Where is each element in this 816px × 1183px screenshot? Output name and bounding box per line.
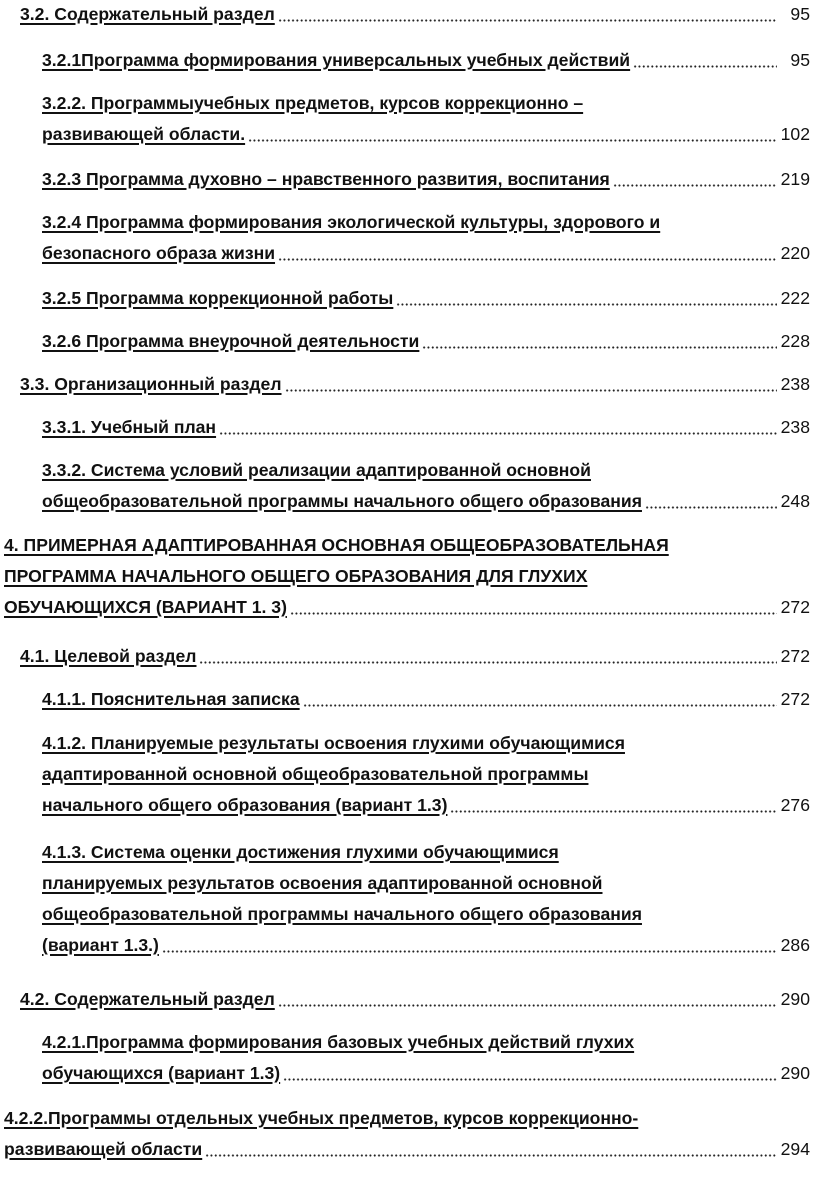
dot-leader [645, 506, 777, 509]
dot-leader [290, 612, 777, 615]
toc-entry[interactable] [4, 530, 810, 623]
toc-page-number: 238 [780, 417, 810, 437]
toc-page-number: 294 [780, 1139, 810, 1159]
toc-entry[interactable] [42, 164, 810, 195]
toc-entry-title[interactable]: ПРОГРАММА НАЧАЛЬНОГО ОБЩЕГО ОБРАЗОВАНИЯ ДЛЯ ГЛУХИХ [4, 566, 588, 586]
toc-entry-title[interactable]: общеобразовательной программы начального общего образования [42, 491, 642, 511]
toc-entry[interactable] [20, 984, 810, 1015]
toc-page-number: 290 [780, 1063, 810, 1083]
toc-entry[interactable] [42, 455, 810, 517]
toc-entry-title[interactable]: 3.3.1. Учебный план [42, 417, 217, 437]
dot-leader [303, 704, 777, 707]
toc-entry[interactable] [42, 684, 810, 715]
dot-leader [633, 65, 777, 68]
dot-leader [248, 139, 777, 142]
dot-leader [450, 810, 777, 813]
toc-entry-title[interactable]: обучающихся (вариант 1.3) [42, 1063, 281, 1083]
dot-leader [396, 303, 777, 306]
toc-entry[interactable] [20, 369, 810, 400]
toc-entry-title[interactable]: 3.3.2. Система условий реализации адаптированной основной [42, 460, 591, 480]
toc-entry[interactable] [42, 837, 810, 961]
toc-page-number: 220 [780, 243, 810, 263]
dot-leader [283, 1078, 777, 1081]
toc-entry[interactable] [42, 45, 810, 76]
toc-entry-title[interactable]: 4.1.1. Пояснительная записка [42, 689, 300, 709]
toc-entry[interactable] [42, 326, 810, 357]
toc-entry[interactable] [20, 641, 810, 672]
toc-entry-title[interactable]: развивающей области. [42, 124, 246, 144]
toc-page-number: 95 [790, 50, 810, 70]
toc-page-number: 286 [780, 935, 810, 955]
dot-leader [278, 258, 777, 261]
toc-entry-title[interactable]: (вариант 1.3.) [42, 935, 159, 955]
toc-entry-title[interactable]: 4.1.2. Планируемые результаты освоения глухими обучающимися [42, 733, 625, 753]
dot-leader [422, 346, 777, 349]
toc-entry[interactable] [4, 1103, 810, 1165]
toc-entry[interactable] [42, 728, 810, 821]
toc-entry-title[interactable]: 3.2. Содержательный раздел [20, 4, 275, 24]
toc-page-number: 219 [780, 169, 810, 189]
toc-entry-title[interactable]: 3.2.4 Программа формирования экологической культуры, здорового и [42, 212, 661, 232]
toc-entry[interactable] [42, 283, 810, 314]
toc-entry[interactable] [42, 207, 810, 269]
toc-page-number: 248 [780, 491, 810, 511]
dot-leader [219, 432, 777, 435]
toc-page-number: 95 [790, 4, 810, 24]
toc-page-number: 228 [780, 331, 810, 351]
dot-leader [278, 19, 777, 22]
toc-page-number: 238 [780, 374, 810, 394]
toc-page-number: 272 [780, 689, 810, 709]
toc-entry-title[interactable]: 4.1. Целевой раздел [20, 646, 197, 666]
dot-leader [199, 661, 777, 664]
toc-entry-title[interactable]: начального общего образования (вариант 1.3) [42, 795, 448, 815]
toc-entry-title[interactable]: 4. ПРИМЕРНАЯ АДАПТИРОВАННАЯ ОСНОВНАЯ ОБЩЕОБРАЗОВАТЕЛЬНАЯ [4, 535, 669, 555]
toc-entry-title[interactable]: развивающей области [4, 1139, 203, 1159]
toc-entry-title[interactable]: 4.2.2.Программы отдельных учебных предметов, курсов коррекционно- [4, 1108, 639, 1128]
dot-leader [613, 184, 777, 187]
toc-page-number: 272 [780, 597, 810, 617]
toc-page-number: 102 [780, 124, 810, 144]
toc-entry[interactable] [20, 0, 810, 30]
dot-leader [205, 1154, 777, 1157]
toc-entry[interactable] [42, 88, 810, 150]
toc-entry-title[interactable]: адаптированной основной общеобразовательной программы [42, 764, 589, 784]
toc-page-number: 222 [780, 288, 810, 308]
toc-page-number: 290 [780, 989, 810, 1009]
toc-entry-title[interactable]: 4.2.1.Программа формирования базовых учебных действий глухих [42, 1032, 635, 1052]
toc-entry-title[interactable]: ОБУЧАЮЩИХСЯ (ВАРИАНТ 1. 3) [4, 597, 287, 617]
toc-entry-title[interactable]: 3.3. Организационный раздел [20, 374, 282, 394]
toc-entry-title[interactable]: 3.2.6 Программа внеурочной деятельности [42, 331, 420, 351]
dot-leader [285, 389, 777, 392]
toc-page-number: 272 [780, 646, 810, 666]
toc-entry-title[interactable]: 3.2.1Программа формирования универсальных учебных действий [42, 50, 631, 70]
toc-entry-title[interactable]: общеобразовательной программы начального общего образования [42, 904, 642, 924]
toc-entry[interactable] [42, 1027, 810, 1089]
toc-entry-title[interactable]: 3.2.5 Программа коррекционной работы [42, 288, 394, 308]
toc-page-number: 276 [780, 795, 810, 815]
toc-entry-title[interactable]: безопасного образа жизни [42, 243, 276, 263]
toc-entry-title[interactable]: 3.2.2. Программыучебных предметов, курсов коррекционно – [42, 93, 584, 113]
toc-entry[interactable] [42, 412, 810, 443]
toc-entry-title[interactable]: 4.2. Содержательный раздел [20, 989, 275, 1009]
toc-entry-title[interactable]: планируемых результатов освоения адаптированной основной [42, 873, 603, 893]
toc-entry-title[interactable]: 4.1.3. Система оценки достижения глухими обучающимися [42, 842, 559, 862]
dot-leader [162, 950, 777, 953]
toc-entry-title[interactable]: 3.2.3 Программа духовно – нравственного развития, воспитания [42, 169, 610, 189]
dot-leader [278, 1004, 777, 1007]
